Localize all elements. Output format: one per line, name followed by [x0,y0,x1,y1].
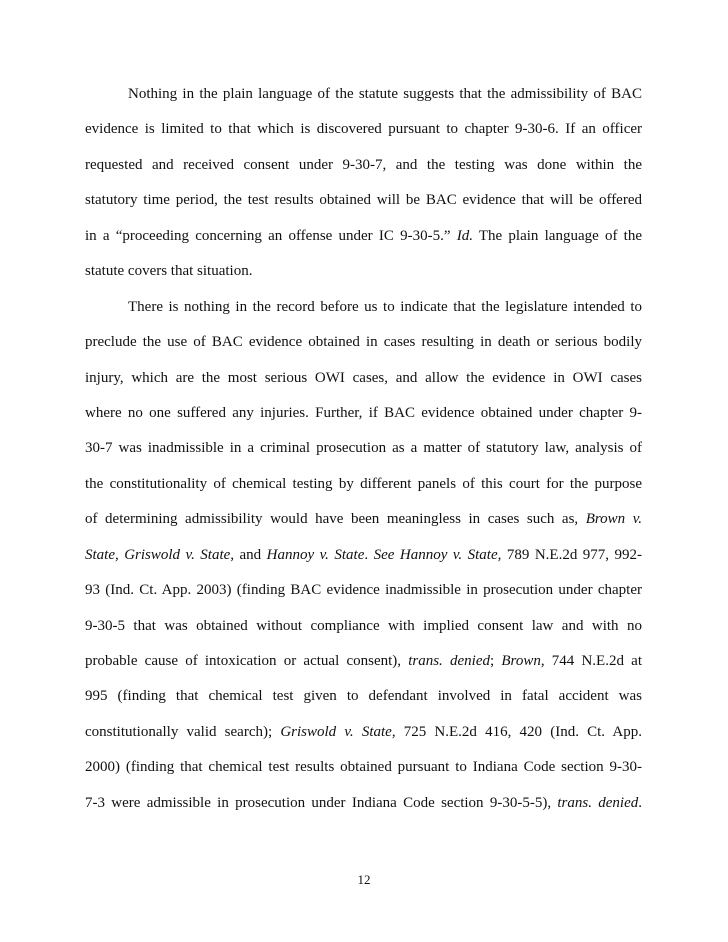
text-segment: 30-7 was inadmissible in a criminal prosecution as a matter of statutory law, analysis of [85,440,642,457]
text-segment: requested and received consent under 9-30-7, and the testing was done within the [85,156,642,173]
text-line [85,259,642,294]
text-line [85,366,642,401]
text-line [85,82,642,117]
text-segment: . [364,546,374,563]
text-line [85,153,642,188]
text-segment: , 744 N.E.2d at [540,653,643,669]
text-segment: Nothing in the plain language of the statute suggests that the admissibility of BAC [128,86,642,102]
italic-text: See Hannoy v. State [373,546,498,563]
text-segment: injury, which are the most serious OWI cases, and allow the evidence in OWI cases [85,369,642,386]
text-segment: , 789 N.E.2d 977, 992- [497,546,643,563]
text-segment: . [638,794,642,811]
italic-text: State, Griswold v. State, [85,546,235,563]
text-line [85,791,642,826]
text-segment: evidence is limited to that which is discovered pursuant to chapter 9-30-6. If an officer [85,121,642,138]
text-line [85,401,642,436]
text-line [85,543,642,578]
text-segment: where no one suffered any injuries. Further, if BAC evidence obtained under chapter 9- [85,404,642,421]
text-segment: , 725 N.E.2d 416, 420 (Ind. Ct. App. [391,723,642,740]
text-line [85,117,642,152]
text-line [85,614,642,649]
text-line [85,330,642,365]
text-segment: constitutionally valid search); [85,723,281,740]
italic-text: Id. [456,227,473,244]
text-line [85,472,642,507]
text-segment: 9-30-5 that was obtained without compliance with implied consent law and with no [85,617,642,634]
text-segment: ; [490,653,502,669]
text-segment: statute covers that situation. [85,263,253,280]
text-line [85,684,642,719]
page-number: 12 [357,872,371,887]
text-segment: 2000) (finding that chemical test results obtained pursuant to Indiana Code section 9-30- [85,759,642,776]
text-line [85,224,642,259]
italic-text: trans. denied [408,653,490,669]
text-segment: preclude the use of BAC evidence obtained in cases resulting in death or serious bodily [85,334,642,351]
text-line [85,507,642,542]
text-segment: 7-3 were admissible in prosecution under Indiana Code section 9-30-5-5), [85,794,558,811]
text-segment: 93 (Ind. Ct. App. 2003) (finding BAC evidence inadmissible in prosecution under chapter [85,582,642,599]
text-segment: There is nothing in the record before us to indicate that the legislature intended to [128,298,642,315]
text-line [85,720,642,755]
text-line [85,649,642,684]
text-line [85,295,642,330]
italic-text: Brown [501,653,541,669]
text-segment: of determining admissibility would have been meaningless in cases such as, [85,511,586,528]
text-line [85,436,642,471]
text-segment: probable cause of intoxication or actual consent), [85,653,409,669]
text-line [85,188,642,223]
body-text [85,82,642,826]
text-segment: The plain language of the [472,227,642,244]
text-segment: 995 (finding that chemical test given to defendant involved in fatal accident was [85,688,642,705]
text-segment: statutory time period, the test results obtained will be BAC evidence that will be offered [85,192,642,209]
text-segment: and [234,546,267,563]
text-line [85,578,642,613]
text-line [85,755,642,790]
text-segment: the constitutionality of chemical testing by different panels of this court for the purpose [85,475,642,492]
italic-text: Griswold v. State [280,723,392,740]
italic-text: Hannoy v. State [266,546,365,563]
text-segment: in a “proceeding concerning an offense under IC 9-30-5.” [85,227,457,244]
italic-text: trans. denied [557,794,639,811]
italic-text: Brown v. [585,511,642,528]
